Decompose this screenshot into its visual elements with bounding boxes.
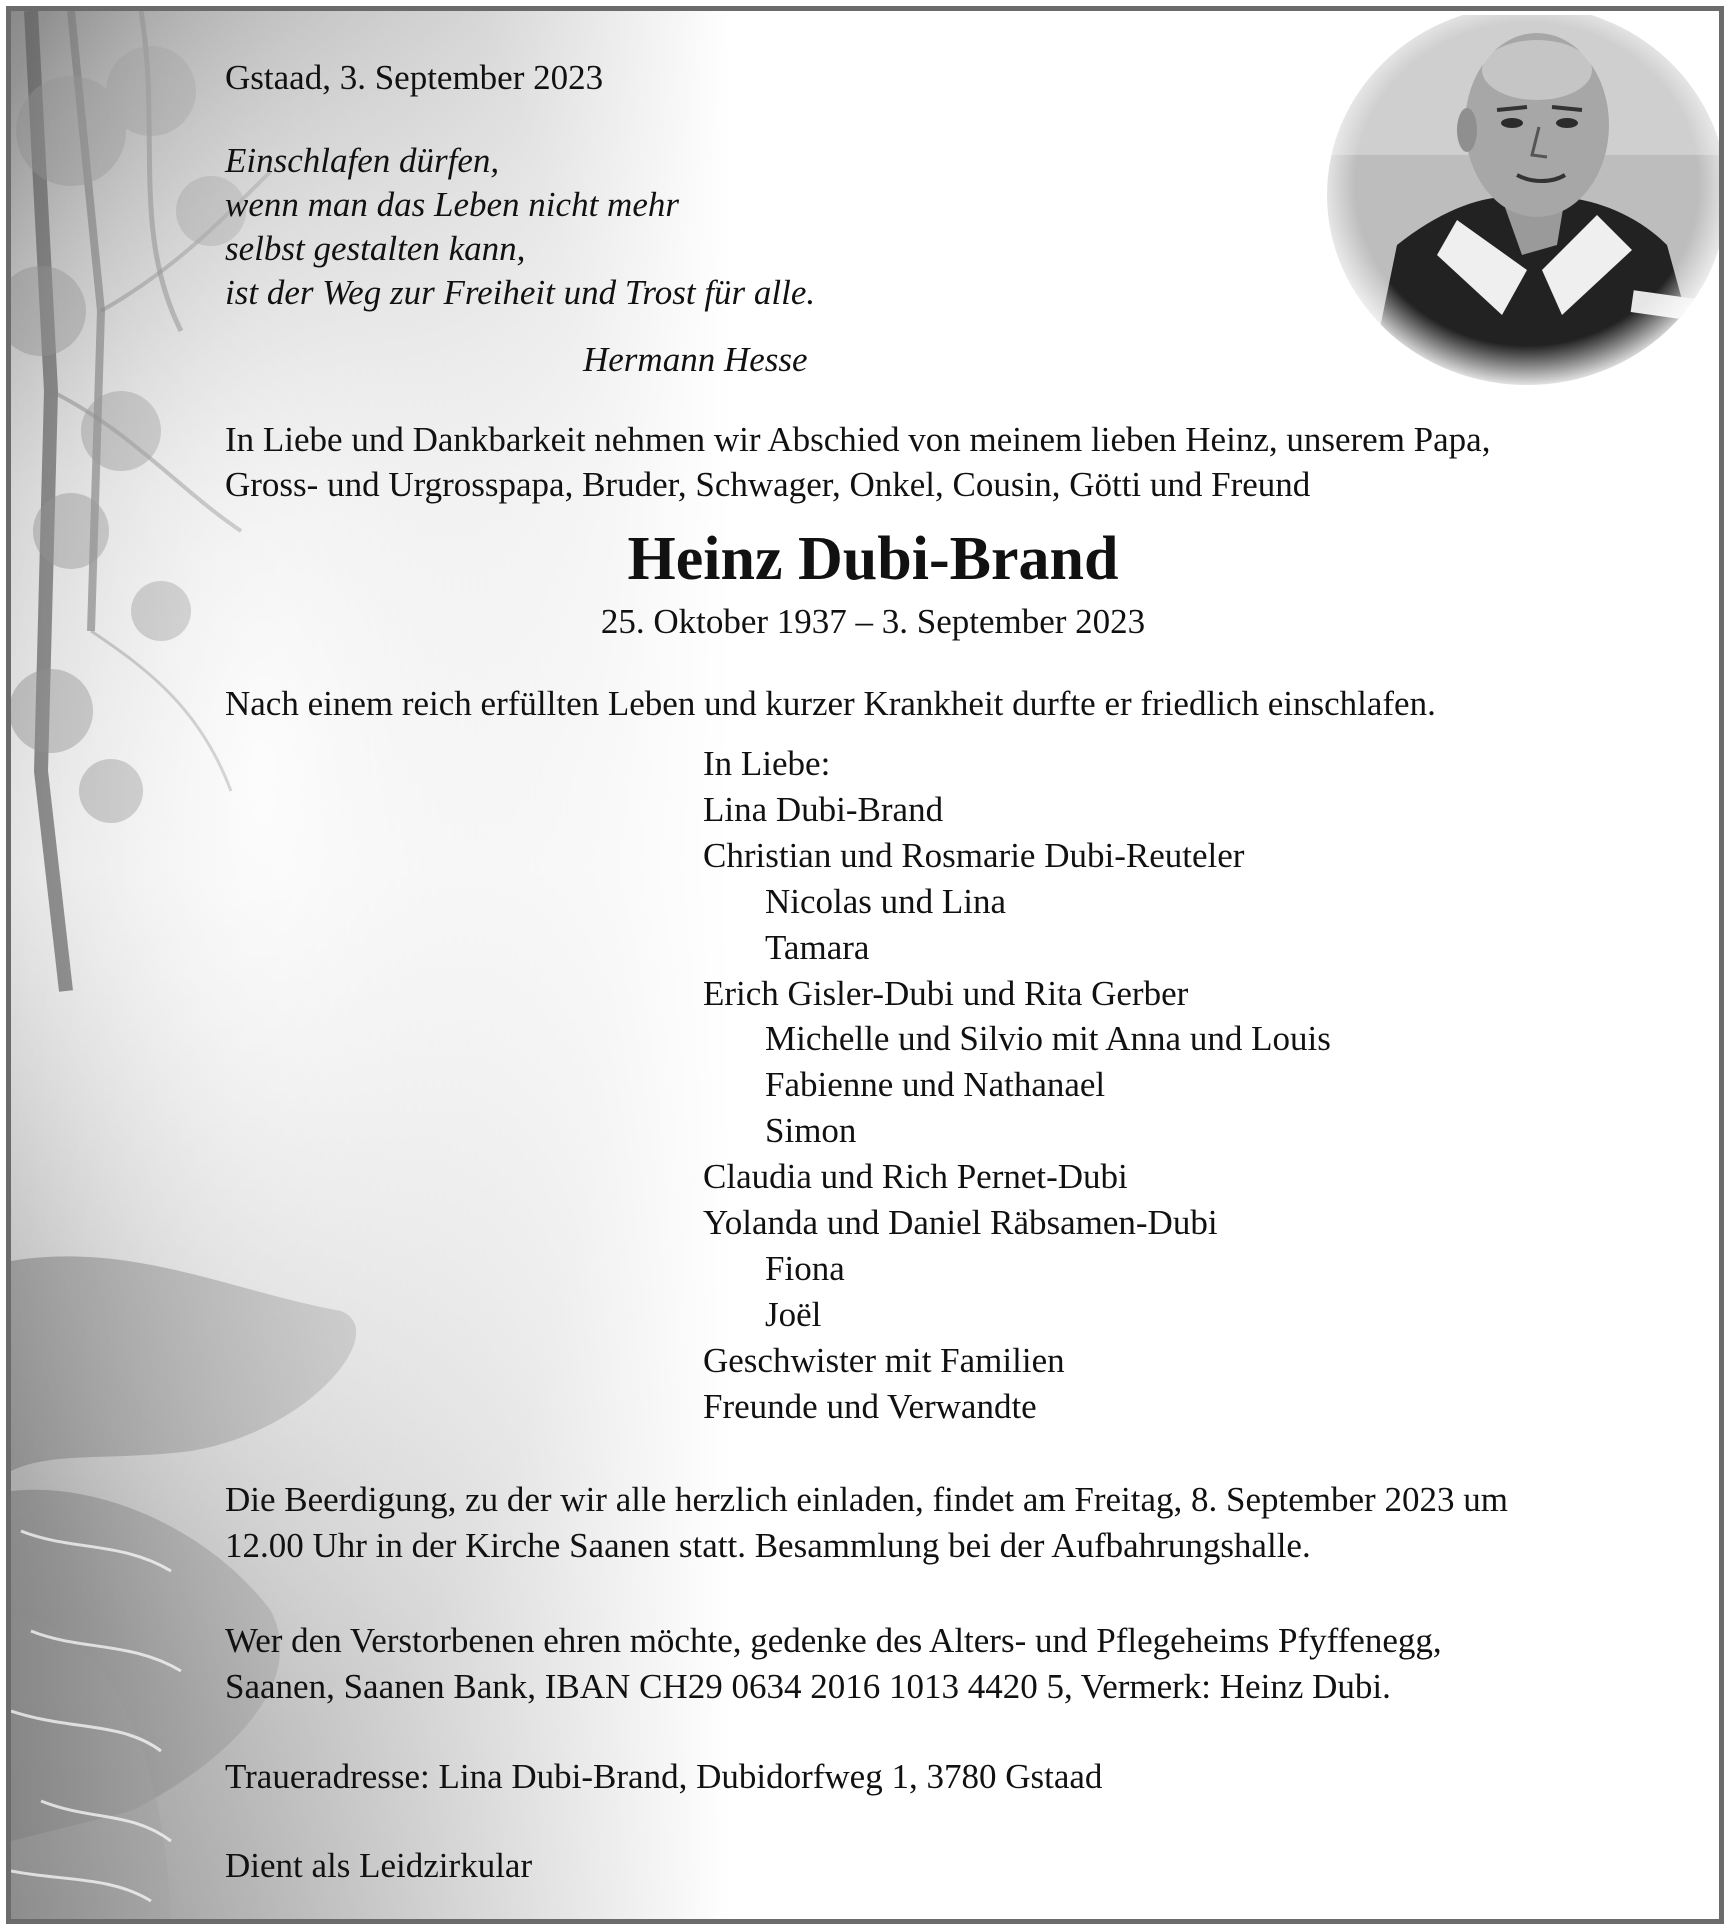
mourner-entry: Freunde und Verwandte bbox=[703, 1386, 1037, 1426]
statement: Nach einem reich erfüllten Leben und kurzer Krankheit durfte er friedlich einschlafen. bbox=[225, 684, 1436, 723]
intro-line-2: Gross- und Urgrosspapa, Bruder, Schwager, Onkel, Cousin, Götti und Freund bbox=[225, 465, 1311, 504]
deceased-name: Heinz Dubi-Brand bbox=[627, 525, 1119, 593]
mourner-entry-grandchild: Fiona bbox=[765, 1248, 845, 1288]
mourner-entry-grandchild: Michelle und Silvio mit Anna und Louis bbox=[765, 1019, 1331, 1059]
mourner-entry: Christian und Rosmarie Dubi-Reuteler bbox=[703, 835, 1245, 875]
mourner-entry: Claudia und Rich Pernet-Dubi bbox=[703, 1157, 1128, 1197]
mourning-address: Traueradresse: Lina Dubi-Brand, Dubidorfweg 1, 3780 Gstaad bbox=[225, 1757, 1103, 1796]
mourners-list bbox=[703, 741, 1331, 1430]
mourner-entry-grandchild: Joël bbox=[765, 1294, 822, 1334]
portrait-photo bbox=[1327, 15, 1724, 391]
life-dates: 25. Oktober 1937 – 3. September 2023 bbox=[600, 602, 1146, 641]
mourner-entry-grandchild: Fabienne und Nathanael bbox=[765, 1065, 1106, 1105]
donation-line-2: Saanen, Saanen Bank, IBAN CH29 0634 2016 1013 4420 5, Vermerk: Heinz Dubi. bbox=[225, 1667, 1391, 1706]
poem-line-2: wenn man das Leben nicht mehr bbox=[225, 185, 679, 224]
poem-line-4: ist der Weg zur Freiheit und Trost für alle. bbox=[225, 273, 816, 312]
mourner-entry: Geschwister mit Familien bbox=[703, 1340, 1065, 1380]
intro-line-1: In Liebe und Dankbarkeit nehmen wir Abschied von meinem lieben Heinz, unserem Papa, bbox=[225, 420, 1491, 459]
footer-note: Dient als Leidzirkular bbox=[225, 1846, 533, 1885]
mourners-heading: In Liebe: bbox=[703, 744, 831, 783]
poem-author: Hermann Hesse bbox=[583, 340, 808, 379]
obituary-frame bbox=[6, 6, 1724, 1924]
funeral-line-1: Die Beerdigung, zu der wir alle herzlich einladen, findet am Freitag, 8. September 2023 um bbox=[225, 1480, 1508, 1519]
poem-line-1: Einschlafen dürfen, bbox=[225, 141, 500, 180]
mourner-entry-grandchild: Simon bbox=[765, 1111, 857, 1151]
mourner-entry-grandchild: Nicolas und Lina bbox=[765, 881, 1007, 921]
poem-line-3: selbst gestalten kann, bbox=[225, 229, 526, 268]
funeral-line-2: 12.00 Uhr in der Kirche Saanen statt. Besammlung bei der Aufbahrungshalle. bbox=[225, 1526, 1311, 1565]
mourner-entry: Lina Dubi-Brand bbox=[703, 789, 944, 829]
place-date: Gstaad, 3. September 2023 bbox=[225, 58, 604, 97]
mourner-entry: Erich Gisler-Dubi und Rita Gerber bbox=[703, 973, 1189, 1013]
donation-line-1: Wer den Verstorbenen ehren möchte, gedenke des Alters- und Pflegeheims Pfyffenegg, bbox=[225, 1621, 1442, 1660]
mourner-entry: Yolanda und Daniel Räbsamen-Dubi bbox=[703, 1203, 1218, 1243]
mourner-entry-grandchild: Tamara bbox=[765, 927, 870, 967]
